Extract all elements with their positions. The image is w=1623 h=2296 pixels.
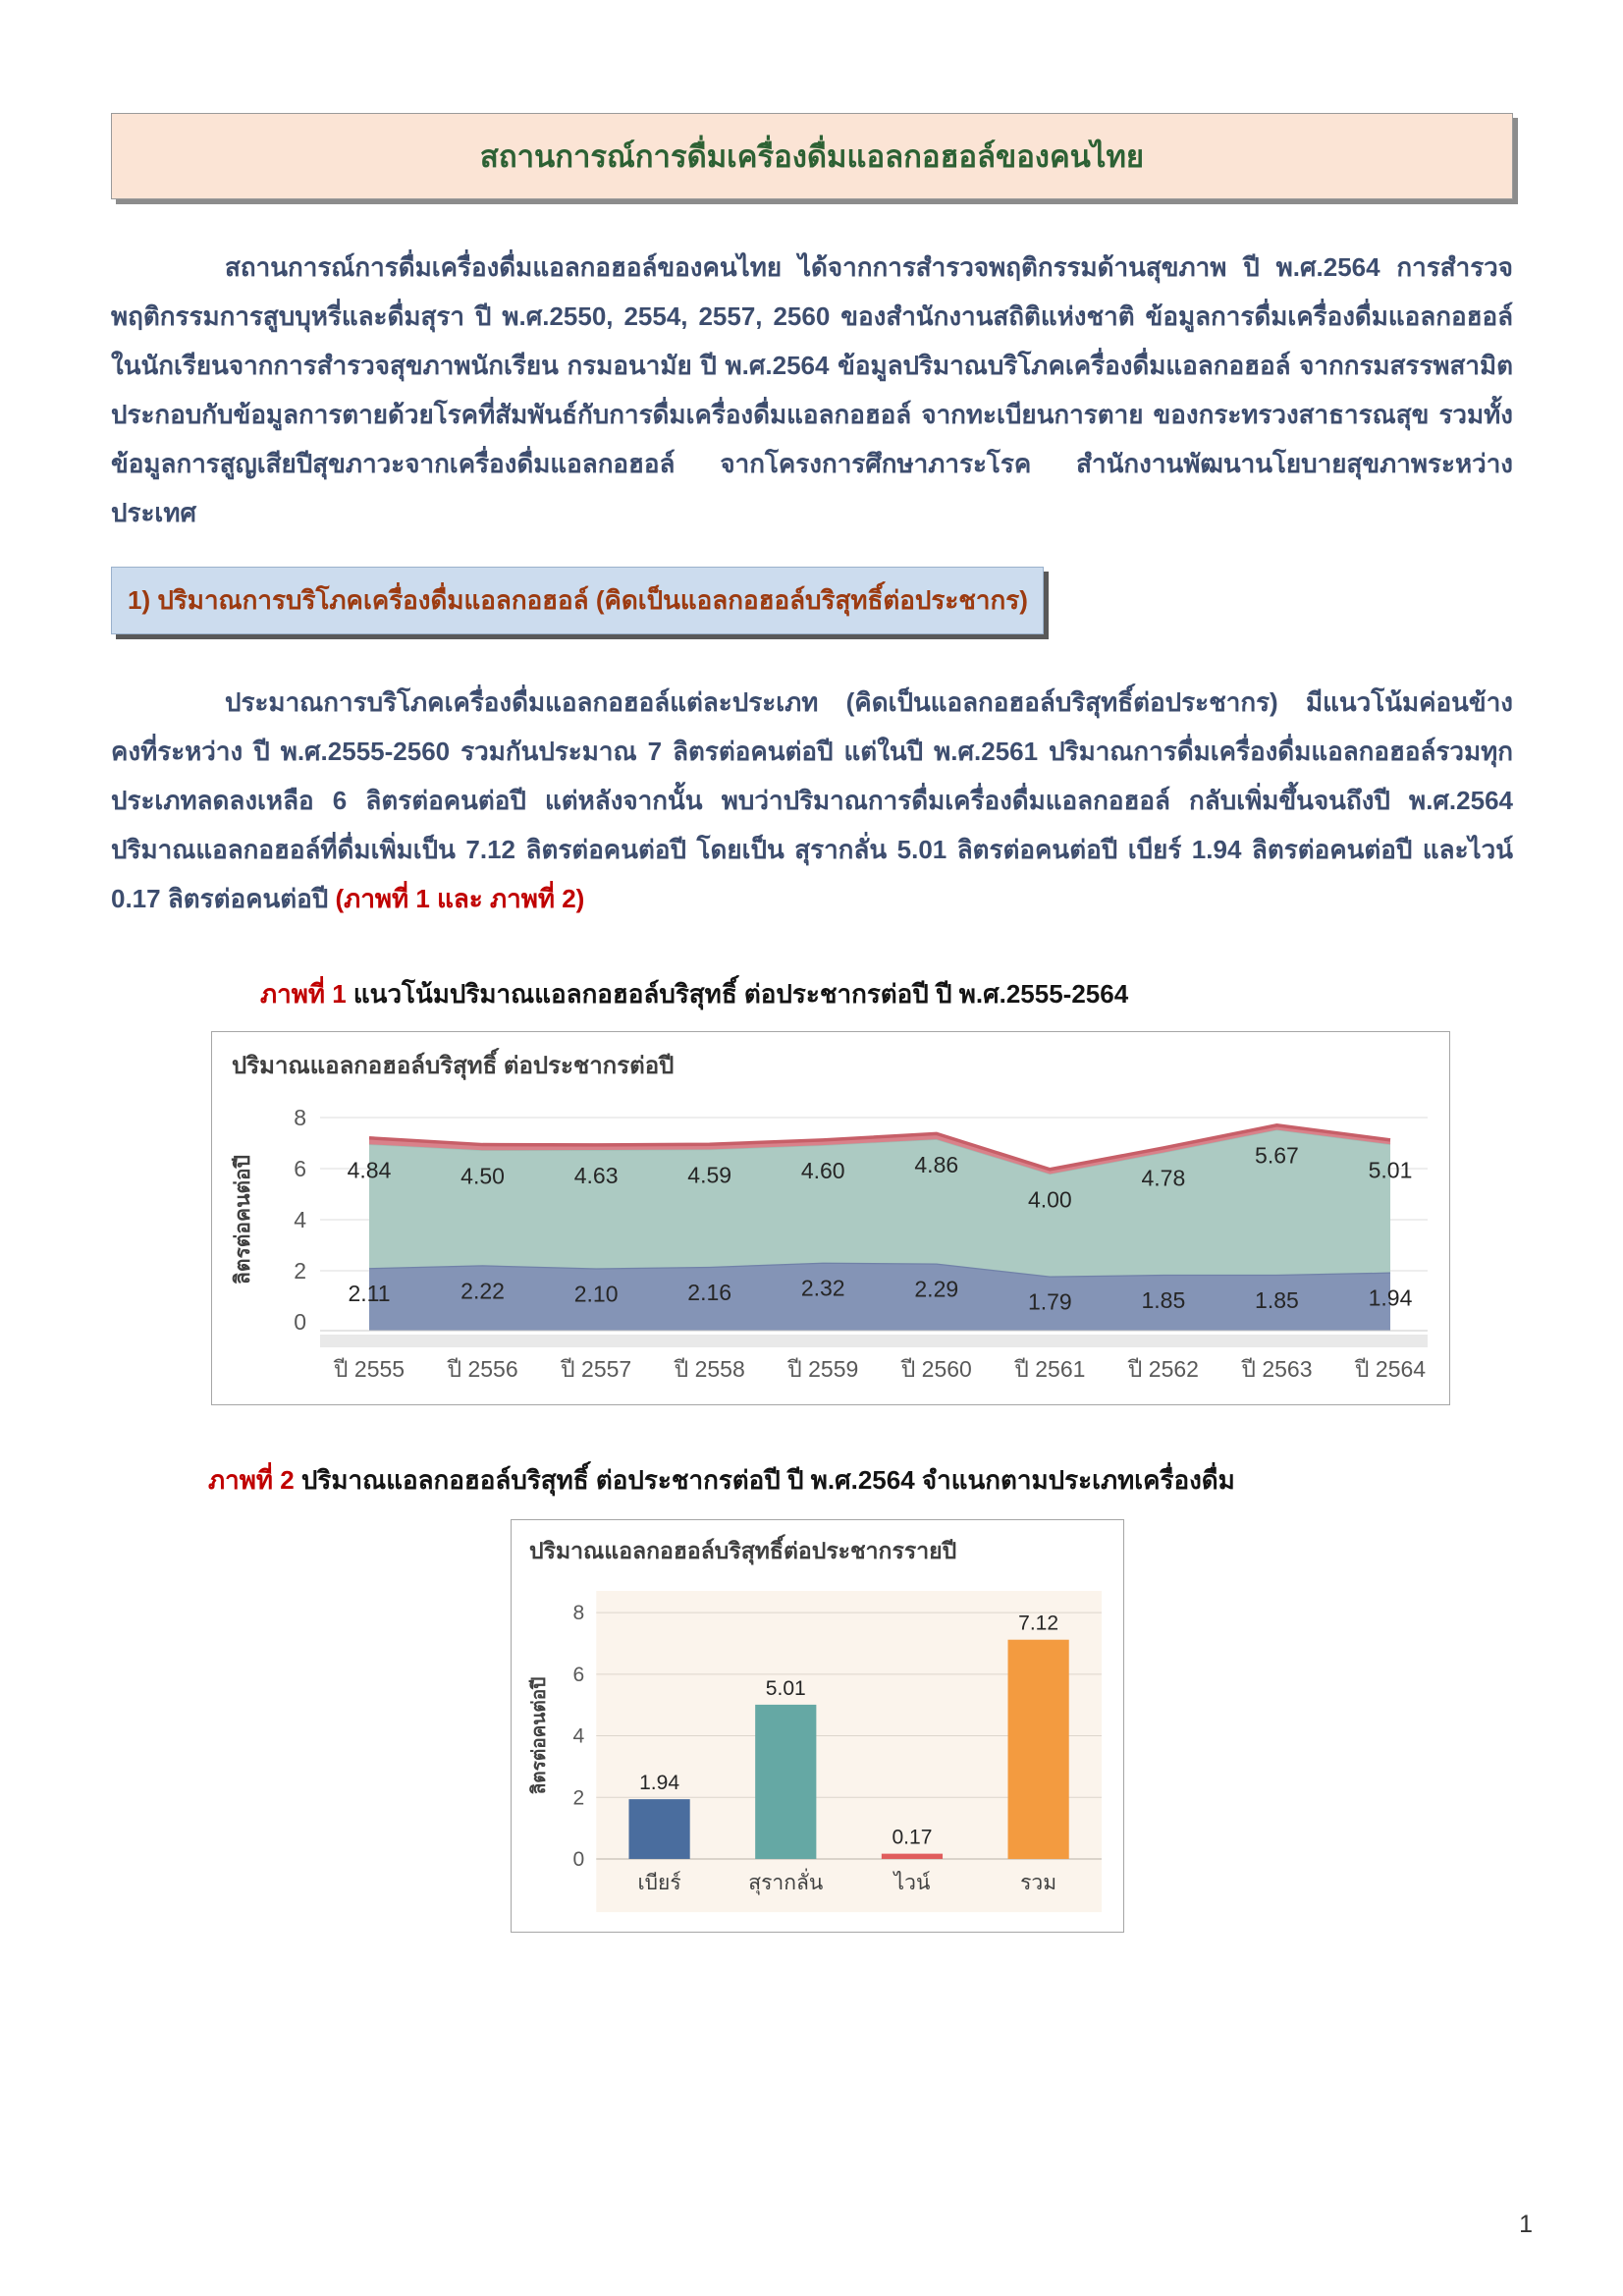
svg-text:2.16: 2.16: [687, 1279, 732, 1305]
figure1-chart-title: ปริมาณแอลกอฮอล์บริสุทธิ์ ต่อประชากรต่อปี: [232, 1053, 675, 1079]
svg-text:เบียร์: เบียร์: [637, 1872, 681, 1895]
svg-text:ปี 2561: ปี 2561: [1014, 1356, 1086, 1382]
svg-text:0: 0: [572, 1847, 585, 1871]
intro-paragraph: สถานการณ์การดื่มเครื่องดื่มแอลกอฮอล์ของคนไทย ได้จากการสำรวจพฤติกรรมด้านสุขภาพ ปี พ.ศ.2564 การสำรวจพฤติกรรมการสูบบุหรี่และดื่มสุรา ปี พ.ศ.2550, 2554, 2557, 2560 ของสำนักงานสถิติแห่งชาติ ข้อมูลการดื่มเครื่องดื่มแอลกอฮอล์ในนักเรียนจากการสำรวจสุขภาพนักเรียน กรมอนามัย ปี พ.ศ.2564 ข้อมูลปริมาณบริโภคเครื่องดื่มแอลกอฮอล์ จากกรมสรรพสามิต ประกอบกับข้อมูลการตายด้วยโรคที่สัมพันธ์กับการดื่มเครื่องดื่มแอลกอฮอล์ จากทะเบียนการตาย ของกระทรวงสาธารณสุข รวมทั้งข้อมูลการสูญเสียปีสุขภาวะจากเครื่องดื่มแอลกอฮอล์ จากโครงการศึกษาภาระโรค สำนักงานพัฒนานโยบายสุขภาพระหว่างประเทศ: [111, 252, 1513, 527]
svg-text:4.63: 4.63: [573, 1163, 619, 1189]
svg-text:สุรากลั่น: สุรากลั่น: [748, 1872, 824, 1895]
svg-text:4.78: 4.78: [1141, 1165, 1186, 1191]
svg-text:4.59: 4.59: [687, 1162, 732, 1188]
svg-text:ปี 2556: ปี 2556: [447, 1356, 518, 1382]
svg-text:5.01: 5.01: [765, 1676, 806, 1700]
svg-text:ลิตรต่อคนต่อปี: ลิตรต่อคนต่อปี: [529, 1676, 551, 1795]
svg-text:5.67: 5.67: [1255, 1142, 1299, 1169]
svg-text:4: 4: [294, 1207, 306, 1232]
svg-text:ลิตรต่อคนต่อปี: ลิตรต่อคนต่อปี: [232, 1154, 254, 1285]
svg-text:ปี 2558: ปี 2558: [674, 1356, 745, 1382]
svg-text:4.50: 4.50: [460, 1163, 505, 1189]
svg-text:ปี 2563: ปี 2563: [1241, 1356, 1313, 1382]
svg-text:1.79: 1.79: [1027, 1288, 1072, 1315]
figure-reference: (ภาพที่ 1 และ ภาพที่ 2): [335, 884, 585, 913]
title-banner: [111, 113, 1513, 199]
section1-heading-text: 1) ปริมาณการบริโภคเครื่องดื่มแอลกอฮอล์ (คิดเป็นแอลกอฮอล์บริสุทธิ์ต่อประชากร): [128, 585, 1028, 615]
section1-paragraph-text: ประมาณการบริโภคเครื่องดื่มแอลกอฮอล์แต่ละประเภท (คิดเป็นแอลกอฮอล์บริสุทธิ์ต่อประชากร) มีแนวโน้มค่อนข้างคงที่ระหว่าง ปี พ.ศ.2555-2560 รวมกันประมาณ 7 ลิตรต่อคนต่อปี แต่ในปี พ.ศ.2561 ปริมาณการดื่มเครื่องดื่มแอลกอฮอล์รวมทุกประเภทลดลงเหลือ 6 ลิตรต่อคนต่อปี แต่หลังจากนั้น พบว่าปริมาณการดื่มเครื่องดื่มแอลกอฮอล์ กลับเพิ่มขึ้นจนถึงปี พ.ศ.2564 ปริมาณแอลกอฮอล์ที่ดื่มเพิ่มเป็น 7.12 ลิตรต่อคนต่อปี โดยเป็น สุรากลั่น 5.01 ลิตรต่อคนต่อปี เบียร์ 1.94 ลิตรต่อคนต่อปี และไวน์ 0.17 ลิตรต่อคนต่อปี: [111, 687, 1513, 913]
svg-text:6: 6: [294, 1156, 306, 1181]
svg-text:ไวน์: ไวน์: [893, 1872, 931, 1895]
figure1-chart: [211, 1031, 1450, 1405]
figure1-label: ภาพที่ 1: [260, 979, 347, 1009]
svg-text:ปี 2557: ปี 2557: [561, 1356, 632, 1382]
svg-text:4.86: 4.86: [914, 1152, 959, 1178]
figure2-caption-text: ปริมาณแอลกอฮอล์บริสุทธิ์ ต่อประชากรต่อปี ปี พ.ศ.2564 จำแนกตามประเภทเครื่องดื่ม: [294, 1465, 1235, 1495]
svg-text:6: 6: [572, 1663, 585, 1686]
svg-text:ปี 2555: ปี 2555: [333, 1356, 406, 1382]
svg-text:ปี 2559: ปี 2559: [787, 1356, 859, 1382]
figure2-caption: [208, 1460, 1623, 1500]
document-title: สถานการณ์การดื่มเครื่องดื่มแอลกอฮอล์ของคนไทย: [479, 139, 1145, 174]
svg-text:2.22: 2.22: [460, 1278, 505, 1304]
svg-text:8: 8: [294, 1105, 306, 1130]
svg-text:0: 0: [294, 1309, 306, 1335]
svg-text:2.32: 2.32: [800, 1275, 845, 1301]
section1-paragraph: [111, 678, 1513, 923]
svg-text:0.17: 0.17: [892, 1826, 933, 1849]
svg-text:1.85: 1.85: [1255, 1286, 1299, 1313]
figure2-plot: [523, 1577, 1111, 1924]
svg-text:ปี 2562: ปี 2562: [1127, 1356, 1199, 1382]
svg-text:2: 2: [572, 1786, 585, 1810]
svg-text:5.01: 5.01: [1368, 1157, 1413, 1183]
svg-text:2.29: 2.29: [914, 1276, 959, 1302]
svg-text:7.12: 7.12: [1018, 1612, 1059, 1635]
svg-text:ปี 2560: ปี 2560: [900, 1356, 972, 1382]
svg-text:8: 8: [572, 1602, 585, 1625]
svg-text:4.00: 4.00: [1027, 1186, 1072, 1213]
svg-text:2.11: 2.11: [348, 1281, 391, 1307]
svg-text:4.84: 4.84: [347, 1157, 392, 1183]
svg-text:4: 4: [572, 1724, 585, 1748]
svg-text:2.10: 2.10: [573, 1281, 619, 1307]
svg-text:1.85: 1.85: [1141, 1286, 1186, 1313]
svg-text:ปี 2564: ปี 2564: [1354, 1356, 1427, 1382]
figure2-chart-title: ปริมาณแอลกอฮอล์บริสุทธิ์ต่อประชากรรายปี: [529, 1538, 957, 1563]
figure1-caption-text: แนวโน้มปริมาณแอลกอฮอล์บริสุทธิ์ ต่อประชากรต่อปี ปี พ.ศ.2555-2564: [346, 979, 1129, 1009]
svg-text:1.94: 1.94: [1368, 1285, 1413, 1311]
figure2-chart: [511, 1519, 1124, 1933]
svg-text:2: 2: [294, 1258, 306, 1284]
svg-text:4.60: 4.60: [800, 1158, 845, 1184]
figure2-label: ภาพที่ 2: [208, 1465, 295, 1495]
page-number: 1: [1519, 2211, 1533, 2238]
section1-heading: [111, 567, 1044, 634]
figure1-plot: [226, 1092, 1435, 1396]
svg-text:รวม: รวม: [1020, 1872, 1057, 1895]
svg-text:1.94: 1.94: [639, 1772, 680, 1795]
figure1-caption: [260, 974, 1623, 1013]
